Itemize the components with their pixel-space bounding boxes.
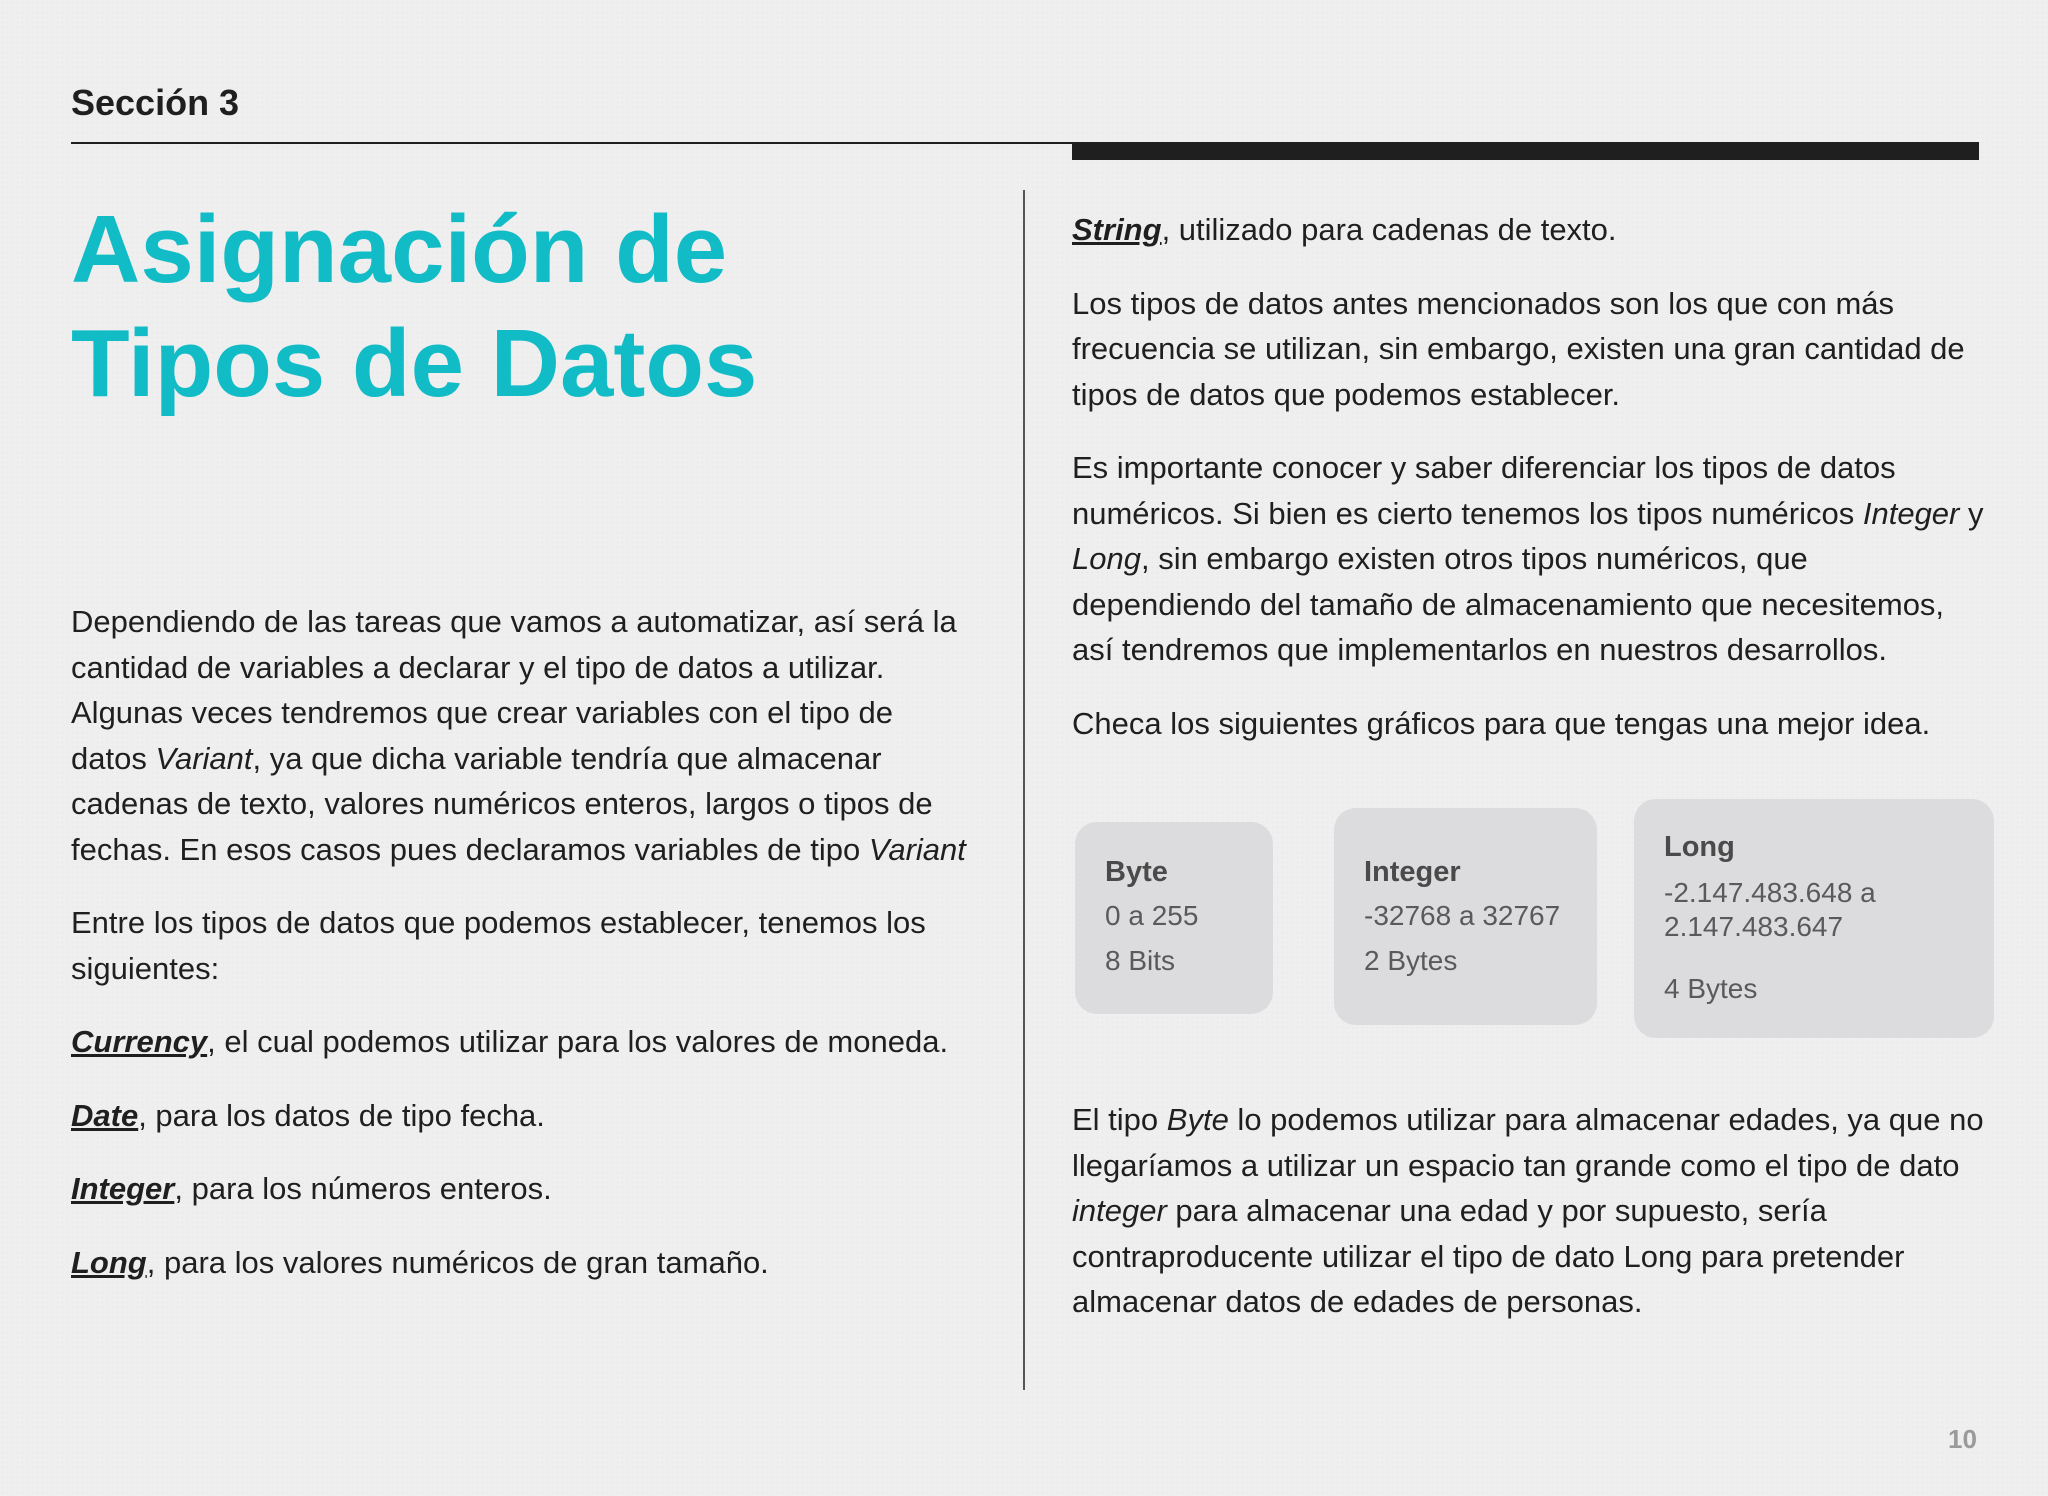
type-name: Date (71, 1097, 139, 1133)
card-size: 8 Bits (1105, 945, 1176, 976)
integer-term: integer (1072, 1193, 1167, 1228)
type-desc: , para los datos de tipo fecha. (138, 1097, 545, 1133)
integer-card (1334, 808, 1597, 1025)
type-desc: , utilizado para cadenas de texto. (1161, 212, 1617, 247)
type-integer (71, 1166, 971, 1212)
byte-card (1075, 822, 1273, 1014)
title-line-1: Asignación de (71, 196, 728, 303)
check-paragraph: Checa los siguientes gráficos para que tengas una mejor idea. (1072, 705, 1931, 741)
card-range: -32768 a 32767 (1364, 900, 1561, 931)
variant-term: Variant (155, 740, 253, 776)
header-rule-thick (1072, 143, 1979, 160)
type-date (71, 1093, 971, 1139)
card-range: 0 a 255 (1105, 900, 1199, 931)
card-title: Integer (1364, 856, 1461, 888)
right-column-top (1072, 207, 1992, 774)
integer-term: Integer (1862, 495, 1960, 531)
title-line-2: Tipos de Datos (71, 310, 758, 417)
column-divider (1023, 190, 1025, 1390)
numeric-paragraph: Es importante conocer y saber diferenciar los tipos de datos numéricos. Si bien es cierto tenemos los tipos numéricos Integer y Long, sin embargo existen otros tipos numéricos, que dependiendo del tamaño de almacenamiento que necesitemos, así tendremos que implementarlos en nuestros desarrollos. (1072, 450, 1984, 667)
byte-paragraph: El tipo Byte lo podemos utilizar para almacenar edades, ya que no llegaríamos a utilizar un espacio tan grande como el tipo de dato integer para almacenar una edad y por supuesto, sería contraproducente utilizar el tipo de dato Long para pretender almacenar datos de edades de personas. (1072, 1102, 1984, 1319)
type-long (71, 1240, 971, 1286)
type-desc: , para los números enteros. (174, 1171, 552, 1206)
type-name: Currency (71, 1024, 208, 1059)
card-range-line-1: -2.147.483.648 a (1664, 877, 1876, 908)
variant-term: Variant (868, 831, 966, 867)
card-range-line-2: 2.147.483.647 (1664, 911, 1844, 942)
type-name: Long (71, 1244, 147, 1280)
card-size: 2 Bytes (1364, 945, 1458, 976)
card-title: Byte (1105, 856, 1168, 888)
type-name: Integer (71, 1171, 175, 1206)
right-column-bottom (1072, 1097, 1992, 1353)
frequency-paragraph: Los tipos de datos antes mencionados son los que con más frecuencia se utilizan, sin embargo, existen una gran cantidad de tipos de datos que podemos establecer. (1072, 285, 1965, 412)
type-string (1072, 207, 1992, 253)
page-title (71, 193, 757, 421)
type-desc: , para los valores numéricos de gran tamaño. (146, 1244, 769, 1280)
type-desc: , el cual podemos utilizar para los valores de moneda. (207, 1024, 949, 1059)
type-name: String (1072, 212, 1162, 247)
types-intro-paragraph: Entre los tipos de datos que podemos establecer, tenemos los siguientes: (71, 905, 926, 986)
card-title: Long (1664, 831, 1735, 863)
section-label: Sección 3 (71, 82, 240, 123)
byte-term: Byte (1166, 1102, 1229, 1137)
long-card (1634, 799, 1994, 1038)
left-column (71, 599, 971, 1313)
type-currency (71, 1019, 971, 1065)
page-number: 10 (1948, 1424, 1977, 1454)
intro-paragraph: Dependiendo de las tareas que vamos a automatizar, así será la cantidad de variables a declarar y el tipo de datos a utilizar. Algunas veces tendremos que crear variables con el tipo de datos Variant, ya que dicha variable tendría que almacenar cadenas de texto, valores numéricos enteros, largos o tipos de fechas. En esos casos pues declaramos variables de tipo Variant (71, 604, 966, 867)
card-size: 4 Bytes (1664, 973, 1758, 1004)
long-term: Long (1072, 541, 1141, 576)
